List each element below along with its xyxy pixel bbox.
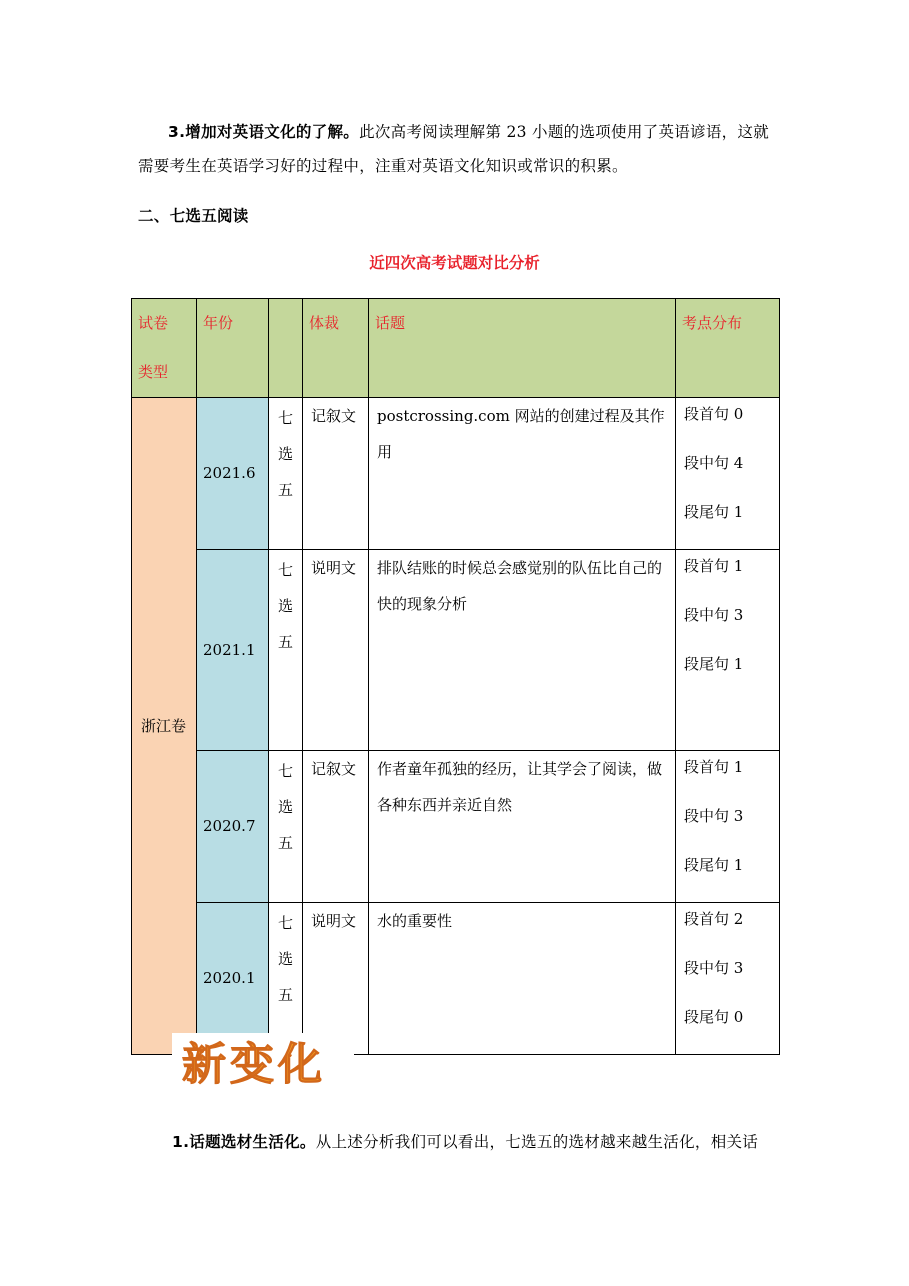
- header-points: 考点分布: [676, 299, 780, 398]
- points-cell: [676, 398, 780, 550]
- header-blank: [269, 299, 303, 398]
- table-row: [132, 751, 780, 903]
- paragraph-lead-2: 1.话题选材生活化。: [172, 1133, 316, 1151]
- paragraph-culture: [138, 115, 778, 183]
- question-type-char: 选: [277, 445, 293, 463]
- year-cell: 2021.1: [197, 550, 269, 751]
- year-cell: 2021.6: [197, 398, 269, 550]
- points-cell: [676, 751, 780, 903]
- table-header-row: [132, 299, 780, 398]
- point-line: 段首句 2: [684, 910, 744, 928]
- genre-cell: 说明文: [303, 550, 369, 751]
- table-row: [132, 550, 780, 751]
- year-cell: 2020.1: [197, 903, 269, 1055]
- question-type-cell: [269, 398, 303, 550]
- question-type-char: 七: [277, 914, 293, 932]
- genre-cell: 说明文: [303, 903, 369, 1055]
- new-changes-banner: [172, 1033, 354, 1088]
- points-cell: [676, 550, 780, 751]
- genre-cell: 记叙文: [303, 751, 369, 903]
- point-line: 段尾句 1: [684, 856, 744, 874]
- year-cell: 2020.7: [197, 751, 269, 903]
- topic-cell: 水的重要性: [369, 903, 676, 1055]
- question-type-char: 五: [277, 481, 293, 499]
- genre-cell: 记叙文: [303, 398, 369, 550]
- header-year: 年份: [197, 299, 269, 398]
- paragraph-lead: 3.增加对英语文化的了解。: [168, 123, 360, 141]
- question-type-char: 七: [277, 409, 293, 427]
- point-line: 段首句 1: [684, 758, 744, 776]
- topic-cell: 作者童年孤独的经历，让其学会了阅读，做各种东西并亲近自然: [369, 751, 676, 903]
- point-line: 段首句 1: [684, 557, 744, 575]
- point-line: 段尾句 1: [684, 503, 744, 521]
- point-line: 段中句 3: [684, 959, 744, 977]
- paragraph-topic: [138, 1125, 778, 1159]
- table-row: [132, 398, 780, 550]
- paragraph-body-2: 从上述分析我们可以看出，七选五的选材越来越生活化，相关话: [315, 1133, 759, 1151]
- question-type-cell: [269, 550, 303, 751]
- question-type-char: 选: [277, 950, 293, 968]
- header-topic: 话题: [369, 299, 676, 398]
- question-type-char: 选: [277, 798, 293, 816]
- comparison-table: [131, 298, 780, 1055]
- header-genre: 体裁: [303, 299, 369, 398]
- point-line: 段首句 0: [684, 405, 744, 423]
- table-row: [132, 903, 780, 1055]
- question-type-cell: [269, 751, 303, 903]
- points-cell: [676, 903, 780, 1055]
- point-line: 段中句 4: [684, 454, 744, 472]
- section-heading: 二、七选五阅读: [138, 207, 249, 225]
- point-line: 段中句 3: [684, 807, 744, 825]
- question-type-char: 选: [277, 597, 293, 615]
- topic-cell: 排队结账的时候总会感觉别的队伍比自己的快的现象分析: [369, 550, 676, 751]
- banner-text: 新变化: [182, 1039, 326, 1088]
- topic-cell: postcrossing.com 网站的创建过程及其作用: [369, 398, 676, 550]
- point-line: 段尾句 0: [684, 1008, 744, 1026]
- point-line: 段尾句 1: [684, 655, 744, 673]
- question-type-char: 五: [277, 986, 293, 1004]
- paper-type-cell: 浙江卷: [132, 398, 197, 1055]
- table-title: 近四次高考试题对比分析: [369, 254, 540, 272]
- question-type-char: 七: [277, 561, 293, 579]
- paragraph-body: 此次高考阅读理解第 23 小题的选项使用了英语谚语，这就需要考生在英语学习好的过程中，注重对英语文化知识或常识的积累。: [138, 123, 770, 175]
- question-type-char: 五: [277, 834, 293, 852]
- question-type-char: 七: [277, 762, 293, 780]
- point-line: 段中句 3: [684, 606, 744, 624]
- question-type-char: 五: [277, 633, 293, 651]
- header-type: 试卷 类型: [132, 299, 197, 398]
- question-type-cell: [269, 903, 303, 1055]
